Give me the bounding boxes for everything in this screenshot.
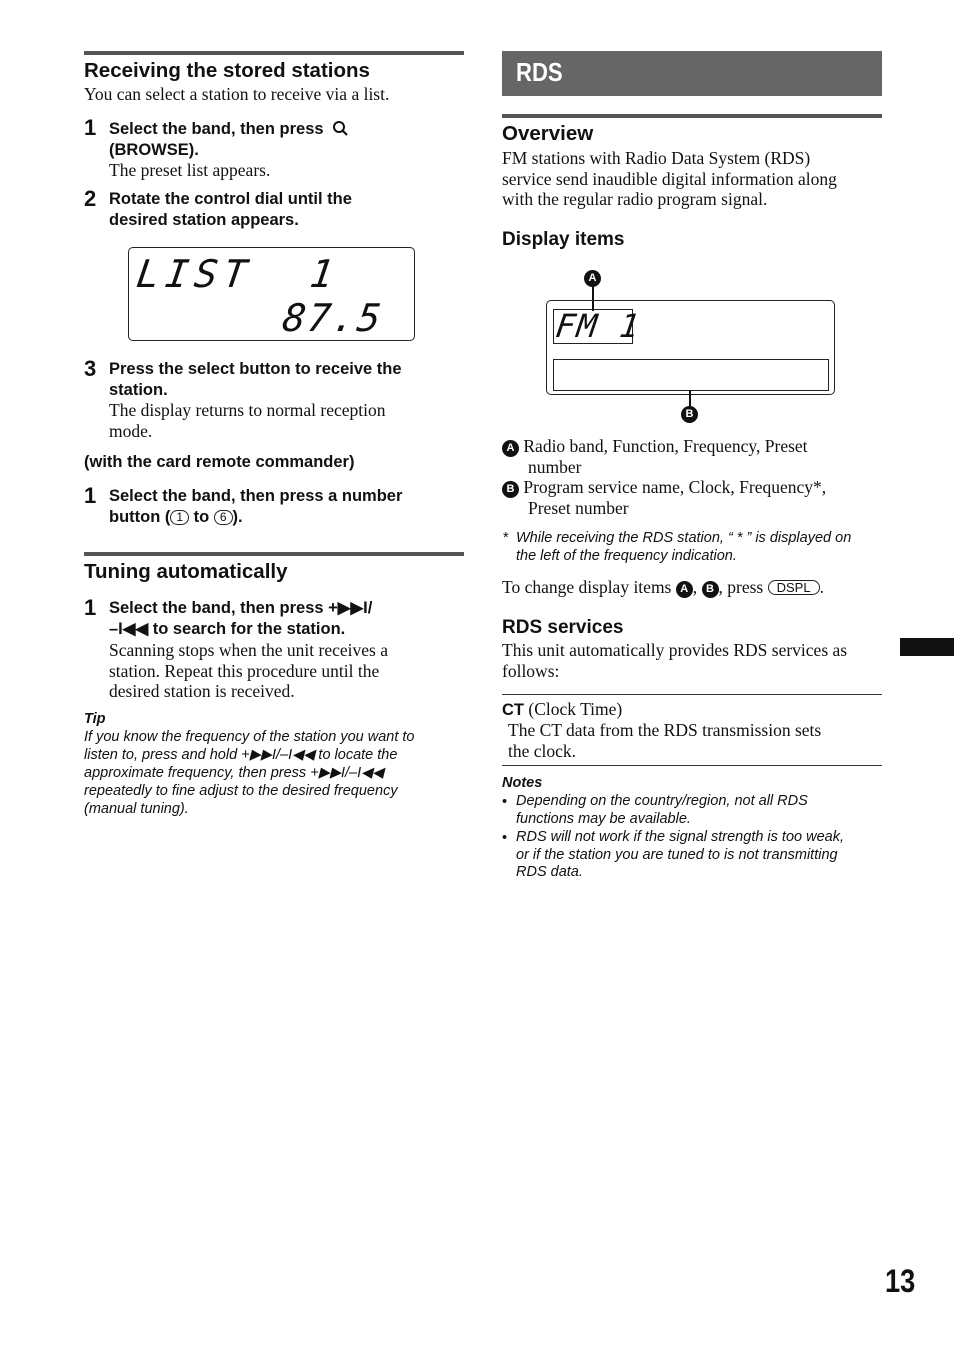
step-number: 1 [84, 483, 97, 508]
step-number: 3 [84, 356, 97, 381]
number-button-1: 1 [170, 510, 189, 525]
lcd-line-list: LIST 1 [133, 252, 343, 296]
item-text: number [528, 457, 582, 477]
marker-b-inline: B [702, 581, 719, 598]
lcd-fm-text: FM 1 [553, 307, 644, 345]
lcd-display-list [128, 247, 415, 341]
step-result-line: mode. [109, 420, 153, 441]
section-heading-overview: Overview [502, 122, 594, 145]
ct-paren: (Clock Time) [528, 699, 623, 719]
section-rule [84, 51, 464, 55]
ct-entry [502, 699, 622, 721]
footnote-mark: * [503, 530, 509, 546]
step-result-line: desired station is received. [109, 681, 295, 701]
step-number: 2 [84, 186, 97, 211]
step-result-line: Scanning stops when the unit receives a [109, 640, 388, 660]
ct-label: CT [502, 701, 524, 719]
step-result-line: station. Repeat this procedure until the [109, 660, 380, 681]
tip-label: Tip [84, 711, 106, 727]
table-rule-top [502, 694, 882, 695]
lcd-text-field [553, 359, 829, 391]
step-text: Select the band, then press [109, 120, 324, 138]
step-text: (BROWSE). [109, 140, 199, 159]
change-text: , press [718, 577, 764, 597]
step-text: Select the band, then press +▶▶I/ [109, 599, 373, 617]
overview-line: with the regular radio program signal. [502, 189, 768, 209]
marker-a: A [584, 270, 601, 287]
number-button-6: 6 [214, 510, 233, 525]
display-items-heading: Display items [502, 229, 625, 250]
step-text: ). [232, 507, 243, 526]
step-result [109, 400, 386, 441]
display-item-a [502, 436, 808, 478]
overview-line: service send inaudible digital information along [502, 168, 837, 189]
marker-a-inline: A [676, 581, 693, 598]
rds-services-heading: RDS services [502, 617, 624, 638]
note-item [516, 829, 844, 882]
rds-services-line: follows: [502, 660, 560, 681]
search-icon [332, 120, 350, 136]
step-instruction [109, 486, 402, 527]
marker-b-inline: B [502, 481, 519, 498]
step-instruction [109, 359, 402, 400]
rds-services-text [502, 640, 847, 681]
footnote-text [516, 529, 851, 565]
step-text: –I◀◀ to search for the station. [109, 619, 346, 638]
tip-text [84, 728, 414, 818]
step-number: 1 [84, 115, 97, 140]
dspl-button: DSPL [768, 580, 820, 595]
side-tab-marker [900, 638, 954, 656]
note-line: functions may be available. [516, 810, 691, 827]
step-instruction [109, 598, 372, 639]
page-number: 13 [885, 1263, 916, 1299]
item-text: Program service name, Clock, Frequency*, [523, 477, 827, 497]
note-item [516, 793, 808, 828]
tip-line: listen to, press and hold +▶▶I/–I◀◀ to locate the [84, 747, 398, 763]
section-heading-tuning: Tuning automatically [84, 560, 288, 583]
lcd-line-frequency: 87.5 [279, 296, 386, 340]
rds-banner [502, 51, 882, 96]
footnote-line: the left of the frequency indication. [516, 548, 737, 564]
ct-description [508, 720, 821, 761]
item-text: Radio band, Function, Frequency, Preset [523, 436, 808, 456]
tip-line: If you know the frequency of the station you want to [84, 729, 415, 745]
tip-line: repeatedly to fine adjust to the desired frequency [84, 783, 398, 799]
section-rule [502, 114, 882, 118]
step-text: desired station appears. [109, 210, 299, 229]
display-item-b [502, 477, 826, 519]
lcd-fm-field [553, 307, 644, 345]
ct-line: The CT data from the RDS transmission sets [508, 720, 822, 740]
notes-label: Notes [502, 775, 543, 791]
rds-services-line: This unit automatically provides RDS services as [502, 640, 848, 660]
card-remote-heading: (with the card remote commander) [84, 453, 355, 471]
step-text: Select the band, then press a number [109, 487, 403, 505]
section-rule [84, 552, 464, 556]
step-text: Press the select button to receive the [109, 360, 402, 378]
tip-line: approximate frequency, then press +▶▶I/–I◀◀ [84, 765, 384, 781]
note-line: Depending on the country/region, not all RDS [516, 793, 808, 809]
marker-a-inline: A [502, 440, 519, 457]
rds-banner-title: RDS [516, 57, 563, 87]
change-text: To change display items [502, 577, 672, 597]
tip-line: (manual tuning). [84, 801, 189, 817]
step-result [109, 640, 388, 702]
step-result-line: The display returns to normal reception [109, 400, 386, 420]
note-bullet: • [502, 794, 508, 810]
step-instruction [109, 119, 350, 160]
step-text: button ( [109, 507, 171, 526]
step-text: Rotate the control dial until the [109, 190, 352, 208]
step-text: station. [109, 380, 168, 399]
overview-line: FM stations with Radio Data System (RDS) [502, 148, 811, 168]
footnote-line: While receiving the RDS station, “ * ” is displayed on [516, 530, 852, 546]
marker-b: B [681, 406, 698, 423]
note-line: RDS data. [516, 864, 583, 880]
step-text: to [193, 507, 210, 526]
section-heading-receiving: Receiving the stored stations [84, 59, 370, 82]
receiving-intro: You can select a station to receive via a list. [84, 84, 390, 104]
item-text: Preset number [528, 498, 629, 518]
change-display-text: To change display items A , B , press DSPL . [502, 577, 824, 597]
note-bullet: • [502, 830, 508, 846]
rds-display-panel [546, 300, 835, 395]
ct-line: the clock. [508, 740, 577, 761]
step-number: 1 [84, 595, 97, 620]
table-rule-bottom [502, 765, 882, 766]
step-instruction [109, 189, 352, 230]
note-line: RDS will not work if the signal strength is too weak, [516, 829, 844, 845]
note-line: or if the station you are tuned to is not transmitting [516, 846, 838, 863]
step-result: The preset list appears. [109, 160, 271, 180]
overview-text [502, 148, 837, 210]
